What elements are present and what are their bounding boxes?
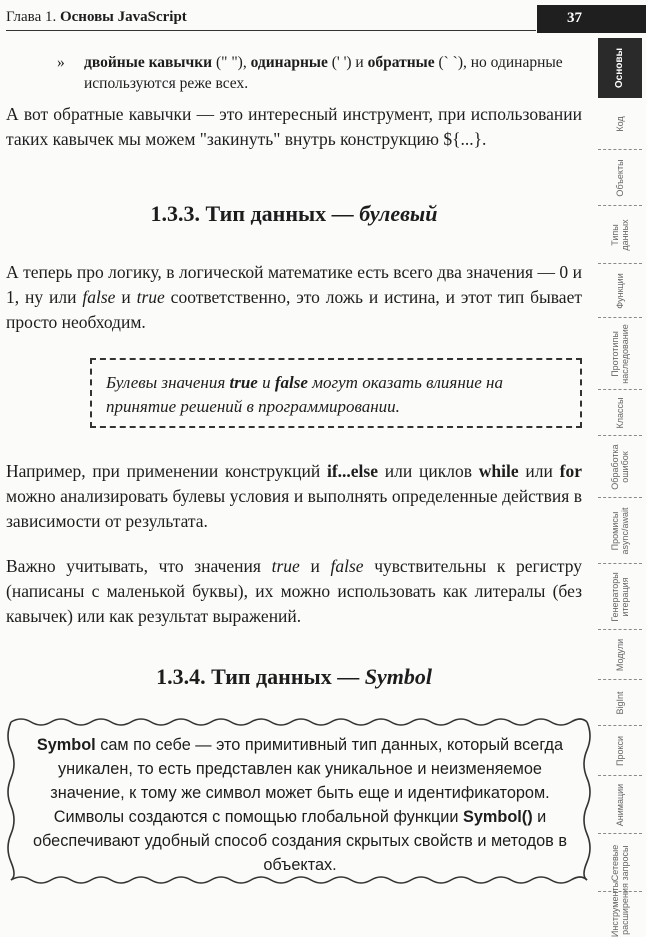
bullet-item [57,52,582,94]
text-seg: и [257,373,275,392]
text-seg: Важно учитывать, что значения [6,556,272,576]
tab-label: Код [615,115,625,132]
term-false: false [330,556,364,576]
thumb-index [598,38,642,937]
keyword-while: while [478,461,519,481]
tab-obekty[interactable] [598,150,642,206]
tab-instrumenty[interactable] [598,880,642,937]
section-heading-symbol [6,664,582,690]
term-symbol-function: Symbol() [463,808,533,826]
chapter-prefix: Глава 1. [6,9,57,25]
text-seg: А теперь про логику, в логической математике есть всего два значения — 0 и 1, ну или [6,262,582,307]
tab-label: Обработка ошибок [610,443,630,490]
tab-bigint[interactable] [598,680,642,726]
text-seg: соответственно, это ложь и истина, и этот тип бывает просто необходим. [6,287,582,332]
paragraph-example [6,459,582,534]
tab-generatory[interactable] [598,564,642,630]
tab-label: Анимации [615,783,625,826]
page-number-box [537,5,646,33]
bullet-text-seg: (' ') и [327,54,368,71]
term-false: false [82,287,116,307]
section-number: 1.3.3. Тип данных — [150,201,354,226]
tab-label: Объекты [615,158,625,197]
tab-label: Прототипы наследование [610,323,630,384]
section-title-italic: Symbol [364,664,432,689]
page-header [0,0,646,34]
symbol-definition [22,733,578,877]
note-text [106,371,574,419]
tab-funkcii[interactable] [598,264,642,318]
bullet-text-seg: (` `), но одинарные используются реже всех. [84,54,563,92]
text-seg: можно анализировать булевы условия и выполнять определенные действия в зависимости от результата. [6,486,582,531]
bullet-bold-single: одинарные [250,54,328,71]
tab-proksi[interactable] [598,726,642,776]
bullet-bold-back: обратные [367,54,435,71]
text-seg: могут оказать влияние на принятие решений в программировании. [106,373,503,416]
tab-label: Основы [614,47,625,89]
tab-label: Инструменты расширения [610,880,630,937]
paragraph-backticks: А вот обратные кавычки — это интересный инструмент, при использовании таких кавычек мы можем "закинуть" внутрь конструкцию ${...}. [6,104,582,149]
bullet-text-seg: (" "), [212,54,251,71]
tab-kod[interactable] [598,98,642,150]
bullet-text [84,52,582,94]
text-seg: и [299,556,331,576]
tab-label: BigInt [615,690,625,715]
tab-label: Прокси [615,735,625,766]
note-box [90,358,582,428]
tab-obrabotka-oshibok[interactable] [598,436,642,498]
tab-label: Промисы async/await [610,506,630,555]
page-number: 37 [567,10,582,26]
tab-label: Сетевые запросы [610,844,630,881]
tab-osnovy[interactable] [598,38,642,98]
term-true: true [271,556,300,576]
tab-prototipy[interactable] [598,318,642,390]
tab-moduli[interactable] [598,630,642,680]
term-true: true [229,373,258,392]
text-seg: или [518,461,560,481]
paragraph-case [6,554,582,629]
section-title-italic: булевый [359,201,438,226]
text-seg: или циклов [378,461,479,481]
tab-label: Классы [615,397,625,428]
tab-tipy-dannyh[interactable] [598,206,642,264]
text-seg: сам по себе — это примитивный тип данных, который всегда уникален, то есть представлен как уникальное и неизменяемое значение, к тому же символ может быть еще и идентификатором. Символы создаются с помощью глобальной функции [50,736,564,826]
tab-promisy[interactable] [598,498,642,564]
keyword-for: for [559,461,582,481]
tab-label: Функции [615,272,625,309]
section-number: 1.3.4. Тип данных — [156,664,360,689]
bullet-mark: » [57,54,65,71]
section-heading-boolean [6,201,582,227]
term-symbol: Symbol [36,736,96,754]
tab-klassy[interactable] [598,390,642,436]
tab-label: Типы данных [610,218,630,251]
text-seg: и [115,287,137,307]
header-rule [6,30,536,31]
tab-label: Модули [615,638,625,671]
running-head [6,9,187,26]
chapter-title: Основы JavaScript [59,9,187,25]
text-seg: чувствительны к регистру (написаны с маленькой буквы), их можно использовать как литералы (без кавычек) или как результат выражений. [6,556,582,626]
term-false: false [274,373,308,392]
term-true: true [136,287,165,307]
keyword-ifelse: if...else [326,461,378,481]
bullet-bold-double: двойные кавычки [84,54,213,71]
tab-animacii[interactable] [598,776,642,834]
text-seg: Булевы значения [106,373,230,392]
paragraph-logic [6,260,582,335]
text-seg: Например, при применении конструкций [6,461,327,481]
tab-label: Генераторы итерация [610,571,630,622]
text-seg: и обеспечивают удобный способ создания скрытых свойств и методов в объектах. [32,808,567,874]
